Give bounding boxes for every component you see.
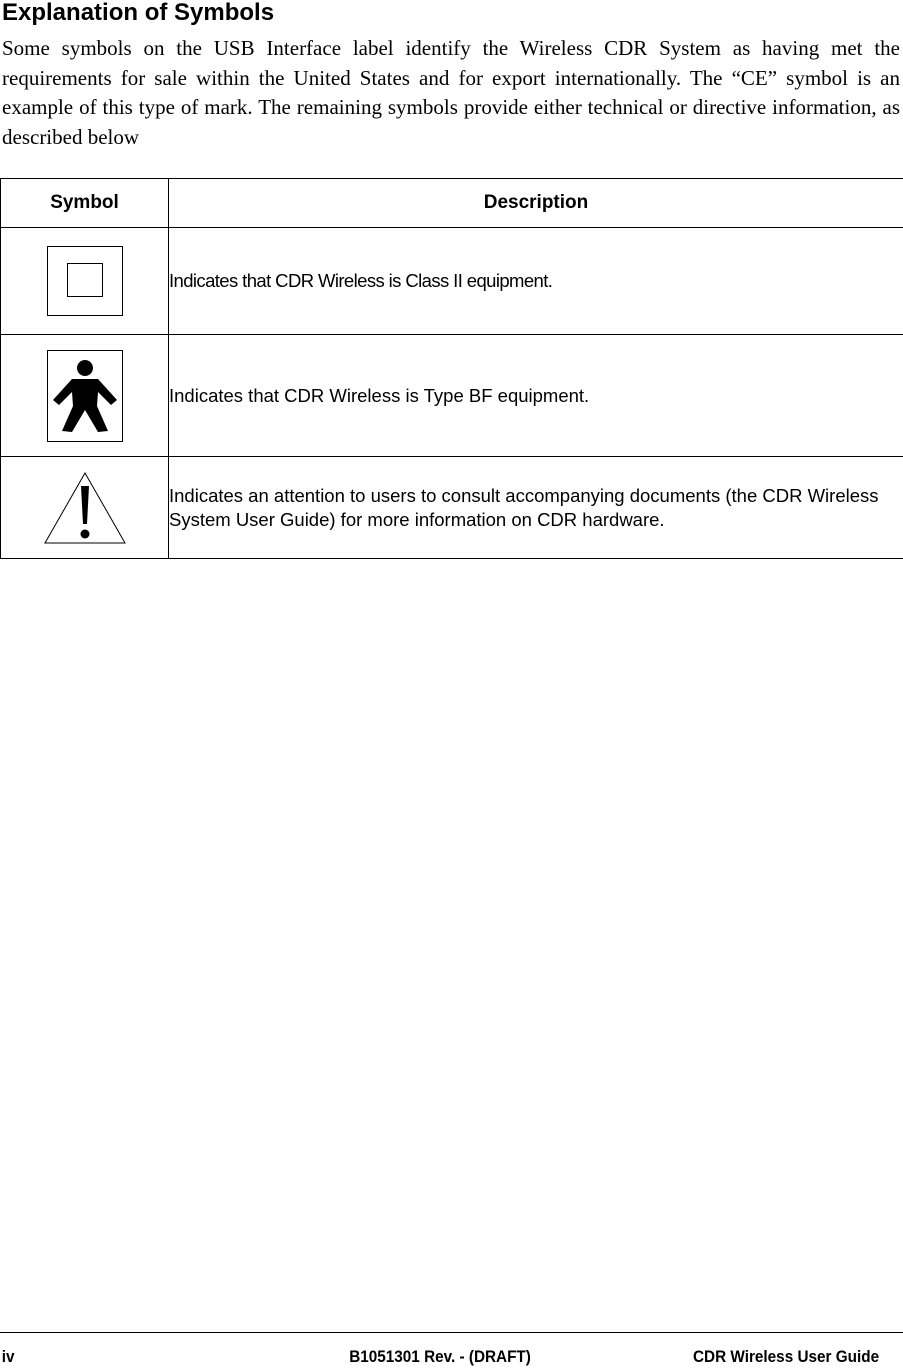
symbol-cell — [1, 457, 169, 559]
page-heading: Explanation of Symbols — [2, 0, 275, 26]
symbol-cell — [1, 335, 169, 457]
footer-guide-title: CDR Wireless User Guide — [693, 1347, 880, 1366]
table-header-row — [1, 179, 903, 228]
symbol-cell — [1, 228, 169, 335]
symbols-table — [0, 178, 903, 559]
symbol-column-header: Symbol — [1, 179, 169, 228]
type-bf-equipment-icon — [47, 350, 123, 442]
class-ii-equipment-icon — [47, 246, 123, 316]
table-row — [1, 228, 903, 335]
description-cell: Indicates that CDR Wireless is Type BF equipment. — [169, 335, 903, 457]
description-column-header: Description — [169, 179, 903, 228]
description-cell: Indicates an attention to users to consult accompanying documents (the CDR Wireless System User Guide) for more information on CDR hardware. — [169, 457, 903, 559]
table-row — [1, 457, 903, 559]
footer-doc-number: B1051301 Rev. - (DRAFT) — [349, 1347, 531, 1366]
page-footer — [0, 1346, 880, 1368]
table-row — [1, 335, 903, 457]
footer-divider — [0, 1332, 903, 1333]
description-cell: Indicates that CDR Wireless is Class II equipment. — [169, 228, 903, 335]
intro-paragraph: Some symbols on the USB Interface label identify the Wireless CDR System as having met the requirements for sale within the United States and for export internationally. The “CE” symbol is an example of this type of mark. The remaining symbols provide either technical or directive information, as described below — [2, 36, 900, 149]
attention-warning-icon — [44, 472, 126, 544]
footer-page-number: iv — [1, 1347, 15, 1366]
